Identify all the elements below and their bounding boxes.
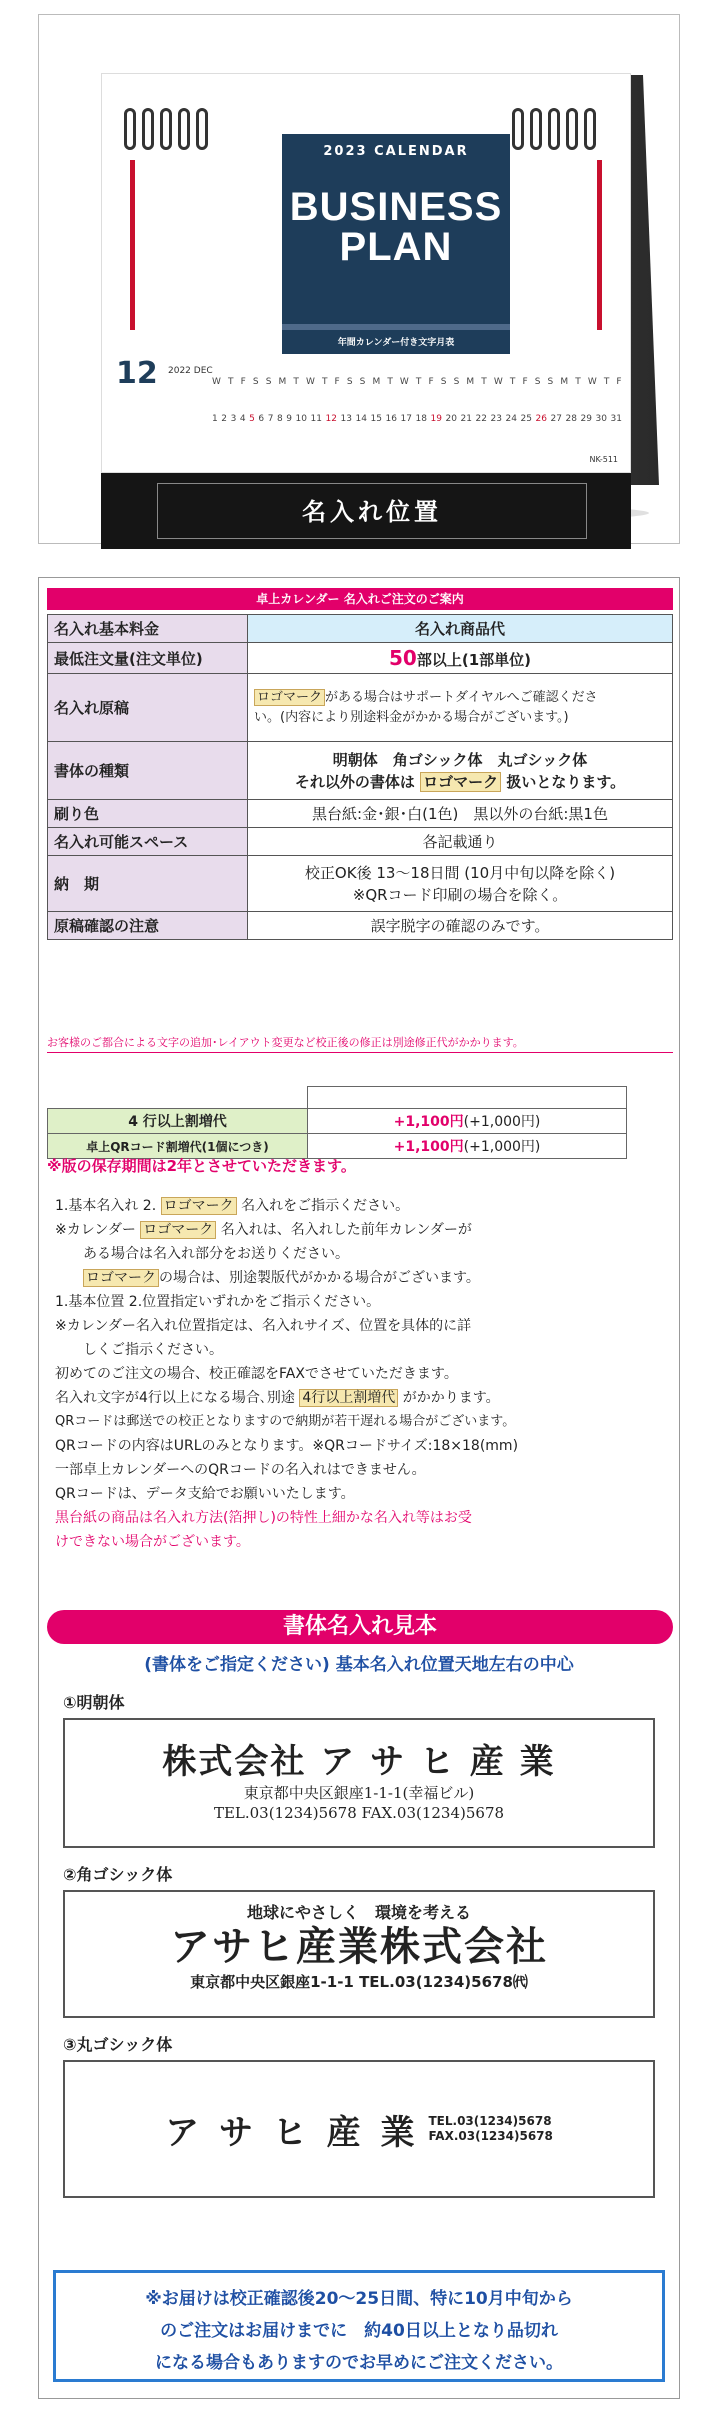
text: の場合は、別途製版代がかかる場合がございます。: [159, 1270, 480, 1286]
day-number: 5: [249, 414, 255, 424]
delivery-notice: [53, 2270, 665, 2382]
weekday-label: M: [372, 377, 381, 387]
sample-box-marugothic: [63, 2060, 655, 2198]
day-number: 4: [239, 414, 246, 424]
day-number: 1: [212, 414, 218, 424]
table-row: [48, 856, 673, 912]
logo-mark-highlight: ロゴマーク: [420, 772, 501, 792]
sample-address: 東京都中央区銀座1-1-1(幸福ビル): [243, 1784, 475, 1802]
day-number: 21: [460, 414, 472, 424]
sample-label-mincho: ①明朝体: [63, 1693, 125, 1712]
day-number-row: [212, 414, 622, 424]
instruction-line: 初めてのご注文の場合、校正確認をFAXでさせていただきます。: [55, 1366, 458, 1382]
day-number: 2: [221, 414, 228, 424]
instruction-line: ※カレンダー名入れ位置指定は、名入れサイズ、位置を具体的に詳: [55, 1318, 472, 1334]
instruction-line: しくご指示ください。: [83, 1342, 223, 1358]
qr-exception: ※QRコード印刷の場合を除く。: [352, 885, 568, 904]
weekday-label: T: [575, 377, 581, 387]
table-row: [48, 828, 673, 856]
row-value: [248, 742, 673, 800]
cover-top-text: 2023 CALENDAR: [323, 144, 469, 159]
weekday-label: W: [399, 377, 409, 387]
text: 1.基本名入れ 2.: [55, 1198, 157, 1214]
row-value: 誤字脱字の確認のみです。: [248, 912, 673, 940]
weekday-label: S: [265, 377, 272, 387]
weekday-label: T: [415, 377, 422, 387]
weekday-label: S: [252, 377, 259, 387]
instruction-line: けできない場合がございます。: [55, 1534, 250, 1550]
instruction-line: 1.基本位置 2.位置指定いずれかをご指示ください。: [55, 1294, 381, 1310]
font-sample-subtitle: (書体をご指定ください) 基本名入れ位置天地左右の中心: [144, 1655, 574, 1675]
row-label: 書体の種類: [48, 742, 248, 800]
table-row: [48, 912, 673, 940]
instruction-line: 一部卓上カレンダーへのQRコードの名入れはできません。: [55, 1462, 426, 1478]
sample-contact: [428, 2114, 552, 2144]
price: +1,100円: [393, 1139, 464, 1155]
min-quantity-number: 50: [389, 646, 417, 670]
weekday-label: W: [587, 377, 597, 387]
manuscript-text1: がある場合はサポートダイヤルへご確認くださ: [325, 689, 598, 705]
name-plate-text: 名入れ位置: [157, 483, 587, 539]
instruction-line: [55, 1386, 665, 1410]
table-row: [48, 1087, 627, 1109]
instruction-line: [55, 1194, 665, 1218]
day-number: 7: [267, 414, 274, 424]
weekday-label: W: [493, 377, 503, 387]
day-number: 9: [286, 414, 292, 424]
surcharge-table: [47, 1086, 627, 1159]
binding-ring: [160, 108, 172, 150]
empty-cell: [48, 1087, 308, 1109]
weekday-label: F: [522, 377, 528, 387]
calendar-cover: [282, 134, 510, 354]
weekday-label: S: [346, 377, 353, 387]
weekday-label: S: [547, 377, 554, 387]
calendar-year-label: 2022 DEC: [168, 366, 213, 376]
weekday-label: T: [228, 377, 234, 387]
day-number: 13: [340, 414, 352, 424]
day-number: 14: [355, 414, 367, 424]
binding-ring: [530, 108, 542, 150]
logo-mark-highlight: ロゴマーク: [140, 1221, 216, 1239]
weekday-row: [212, 377, 622, 387]
day-number: 28: [565, 414, 577, 424]
min-quantity-text: 部以上(1部単位): [416, 651, 531, 669]
sample-fax: FAX.03(1234)5678: [428, 2129, 553, 2143]
day-number: 25: [520, 414, 532, 424]
delivery-line: のご注文はお届けまでに 約40日以上となり品切れ: [160, 2321, 558, 2341]
sample-tel: TEL.03(1234)5678: [428, 2114, 552, 2128]
day-number: 20: [445, 414, 457, 424]
instruction-line: [55, 1266, 665, 1290]
row-label: 刷り色: [48, 800, 248, 828]
modification-note: お客様のご都合による文字の追加･レイアウト変更など校正後の修正は別途修正代がかかります。: [47, 1036, 524, 1049]
weekday-label: F: [334, 377, 340, 387]
cover-accent-bar: [130, 160, 135, 330]
instruction-line: [55, 1218, 665, 1242]
day-number: 3: [230, 414, 237, 424]
weekday-label: T: [481, 377, 487, 387]
binding-ring: [142, 108, 154, 150]
day-number: 27: [550, 414, 562, 424]
binding-ring: [124, 108, 136, 150]
row-label: 最低注文量(注文単位): [48, 643, 248, 674]
weekday-label: F: [428, 377, 434, 387]
binding-ring: [584, 108, 596, 150]
day-number: 30: [595, 414, 607, 424]
cover-stripe: [282, 324, 510, 330]
weekday-label: M: [278, 377, 287, 387]
sample-label-kakugothic: ②角ゴシック体: [63, 1865, 173, 1884]
name-plate: [101, 473, 631, 549]
table-row: [48, 1109, 627, 1134]
instruction-line: QRコードは、データ支給でお願いいたします。: [55, 1486, 355, 1502]
price-tax: (+1,000円): [463, 1139, 541, 1155]
surcharge-label: 卓上QRコード割増代(1個につき): [48, 1134, 308, 1159]
cover-title-line1: BUSINESS: [289, 185, 503, 229]
surcharge-label: 4 行以上割増代: [48, 1109, 308, 1134]
day-number: 10: [295, 414, 307, 424]
surcharge-value: [308, 1109, 627, 1134]
day-number: 18: [415, 414, 427, 424]
day-number: 26: [535, 414, 547, 424]
row-value: [248, 643, 673, 674]
sample-title: 株式会社 ア サ ヒ 産 業: [162, 1742, 556, 1782]
header-cell-text: 名入れ商品代: [414, 620, 505, 638]
day-number: 19: [430, 414, 442, 424]
binding-ring: [566, 108, 578, 150]
table-row: [48, 643, 673, 674]
weekday-label: F: [240, 377, 246, 387]
day-number: 31: [610, 414, 622, 424]
row-value: [248, 615, 673, 643]
binding-ring: [196, 108, 208, 150]
font-other-text: それ以外の書体は: [294, 772, 415, 791]
cover-title-line2: PLAN: [339, 225, 453, 269]
price-tax: (+1,000円): [463, 1114, 541, 1130]
instructions: [55, 1194, 665, 1554]
divider: [47, 1052, 673, 1053]
table-row: [48, 615, 673, 643]
binding-ring: [512, 108, 524, 150]
day-number: 23: [490, 414, 502, 424]
text: 名入れは、名入れした前年カレンダーが: [220, 1222, 472, 1238]
weekday-label: S: [359, 377, 366, 387]
weekday-label: W: [212, 377, 221, 387]
weekday-label: S: [453, 377, 460, 387]
sample-box-mincho: [63, 1718, 655, 1848]
text: 名入れをご指示ください。: [241, 1198, 410, 1214]
table-row: [48, 742, 673, 800]
text: ※カレンダー: [55, 1222, 136, 1238]
weekday-label: T: [293, 377, 299, 387]
delivery-line: になる場合もありますのでお早めにご注文ください。: [155, 2353, 563, 2373]
spec-table: [47, 614, 673, 940]
sample-tagline: 地球にやさしく 環境を考える: [246, 1903, 471, 1922]
font-gothic: 角ゴシック体 丸ゴシック体: [392, 750, 588, 769]
weekday-label: T: [603, 377, 610, 387]
delivery-line: ※お届けは校正確認後20～25日間、特に10月中旬から: [145, 2289, 573, 2309]
row-label: 名入れ可能スペース: [48, 828, 248, 856]
day-number: 22: [475, 414, 487, 424]
day-number: 15: [370, 414, 382, 424]
sample-row: [65, 2062, 653, 2196]
row-value: [248, 674, 673, 742]
delivery-period: 校正OK後 13～18日間 (10月中旬以降を除く): [304, 863, 616, 882]
day-number: 29: [580, 414, 592, 424]
binding-ring: [178, 108, 190, 150]
row-label: 納 期: [48, 856, 248, 912]
text: 名入れ文字が4行以上になる場合､別途: [55, 1390, 295, 1406]
surcharge-highlight: 4行以上割増代: [299, 1389, 398, 1407]
binding-ring: [548, 108, 560, 150]
instruction-line: QRコードは郵送での校正となりますので納期が若干遅れる場合がございます。: [55, 1414, 516, 1429]
day-number: 24: [505, 414, 517, 424]
sample-box-kakugothic: [63, 1890, 655, 2018]
plate-retention-note: ※版の保存期間は2年とさせていただきます。: [47, 1157, 356, 1175]
weekday-label: S: [440, 377, 447, 387]
sample-title: ア サ ヒ 産 業: [165, 2112, 419, 2153]
day-number: 8: [276, 414, 283, 424]
text: がかかります。: [402, 1390, 500, 1406]
cover-subtitle: 年間カレンダー付き文字月表: [337, 338, 455, 348]
calendar-page: [101, 73, 631, 473]
logo-mark-highlight: ロゴマーク: [83, 1269, 159, 1287]
weekday-label: T: [509, 377, 516, 387]
font-sample-banner: 書体名入れ見本: [47, 1610, 673, 1644]
table-row: [48, 800, 673, 828]
instruction-line: 黒台紙の商品は名入れ方法(箔押し)の特性上細かな名入れ等はお受: [55, 1510, 472, 1526]
weekday-label: M: [560, 377, 569, 387]
sample-title: アサヒ産業株式会社: [170, 1924, 548, 1970]
model-number: NK-511: [589, 455, 618, 464]
row-value: 各記載通り: [248, 828, 673, 856]
cover-accent-bar: [597, 160, 602, 330]
weekday-label: T: [387, 377, 393, 387]
instruction-line: QRコードの内容はURLのみとなります。※QRコードサイズ:18×18(mm): [55, 1438, 519, 1454]
day-number: 17: [400, 414, 412, 424]
logo-mark-highlight: ロゴマーク: [161, 1197, 237, 1215]
manuscript-text2: い。(内容により別途料金がかかる場合がございます。): [254, 709, 569, 725]
day-number: 11: [310, 414, 322, 424]
day-number: 12: [325, 414, 337, 424]
calendar-month: 12: [116, 356, 158, 391]
order-banner: 卓上カレンダー 名入れご注文のご案内: [47, 588, 673, 610]
table-row: [48, 674, 673, 742]
sample-label-marugothic: ③丸ゴシック体: [63, 2035, 173, 2054]
instruction-line: ある場合は名入れ部分をお送りください。: [83, 1246, 349, 1262]
order-info-panel: [38, 577, 680, 2399]
day-number: 6: [258, 414, 265, 424]
font-other-text2: 扱いとなります。: [506, 772, 626, 791]
weekday-label: W: [305, 377, 315, 387]
row-label: 名入れ基本料金: [48, 615, 248, 643]
row-value: 黒台紙:金･銀･白(1色) 黒以外の台紙:黒1色: [248, 800, 673, 828]
row-value: [248, 856, 673, 912]
weekday-label: M: [466, 377, 475, 387]
sample-phone: TEL.03(1234)5678 FAX.03(1234)5678: [213, 1804, 505, 1822]
sample-address: 東京都中央区銀座1-1-1 TEL.03(1234)5678㈹: [190, 1973, 528, 1991]
product-photo: [38, 14, 680, 544]
font-mincho: 明朝体: [332, 750, 378, 769]
price: +1,100円: [393, 1114, 464, 1130]
day-number: 16: [385, 414, 397, 424]
weekday-label: F: [616, 377, 622, 387]
weekday-label: S: [534, 377, 541, 387]
empty-cell: [308, 1087, 627, 1109]
row-label: 原稿確認の注意: [48, 912, 248, 940]
weekday-label: T: [321, 377, 328, 387]
logo-mark-highlight: ロゴマーク: [254, 689, 325, 706]
row-label: 名入れ原稿: [48, 674, 248, 742]
